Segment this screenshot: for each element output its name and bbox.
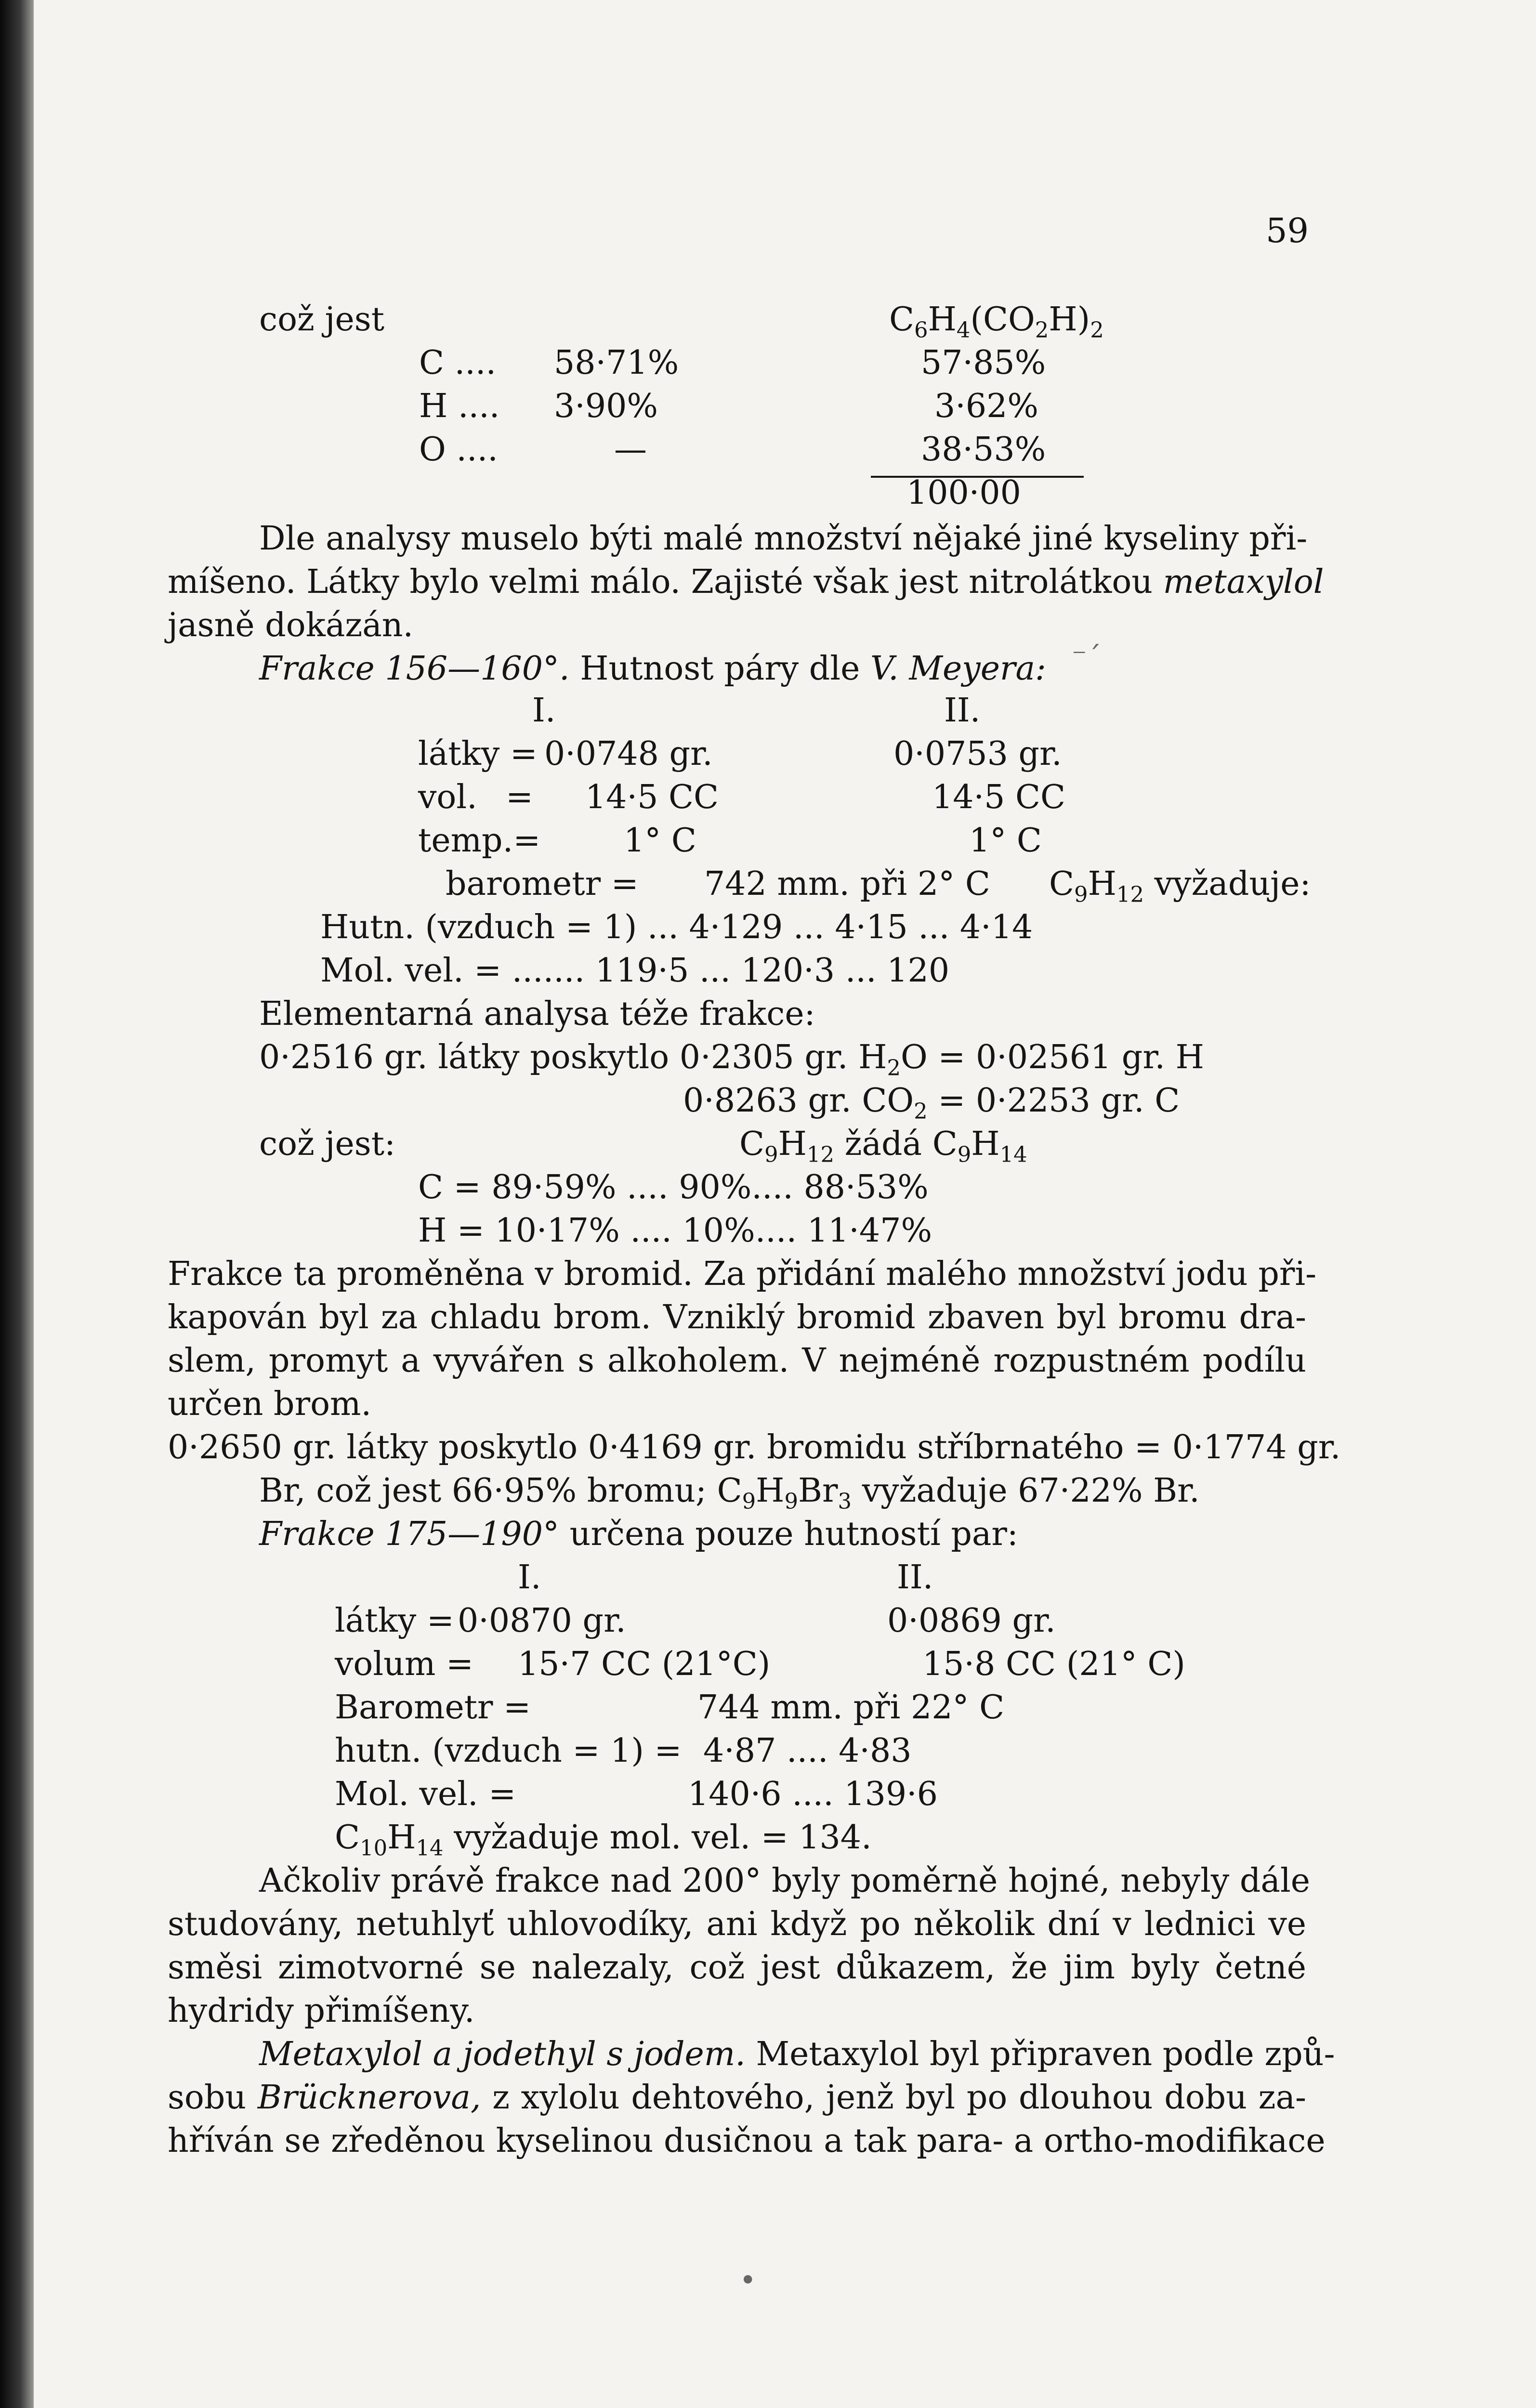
ea-line-2: 0·8263 gr. $CO_2 = 0\cdot 2253$ gr. C [683, 1082, 1180, 1124]
s2-volum-v2: 15·8 CC (21° C) [922, 1645, 1185, 1683]
t1-row-h-element: H .... [419, 387, 500, 425]
p3-line-2: studovány, netuhlyť uhlovodíky, ani když po několik dní v lednici ve [168, 1905, 1306, 1943]
p4-line-1: Metaxylol a jodethyl s jodem. Metaxylol byl připraven podle způ- [259, 2035, 1335, 2073]
p2-line-5: 0·2650 gr. látky poskytlo 0·4169 gr. bromidu stříbrnatého = 0·1774 gr. [168, 1428, 1341, 1466]
p2-line-6: Br, což jest 66·95% bromu; $C_9H_9Br_3$ vyžaduje 67·22% Br. [259, 1472, 1200, 1514]
t1-row-h-found: 3·90% [554, 387, 658, 425]
p1-line-1: Dle analysy muselo býti malé množství nějaké jiné kyseliny při- [259, 520, 1308, 558]
ea-c-row: C = 89·59% .... 90%.... 88·53% [418, 1168, 929, 1206]
s1-vol-label: vol. [418, 778, 477, 816]
s1-barometr-value: 742 mm. při 2° C [704, 865, 990, 903]
s1-hutn-row: Hutn. (vzduch = 1) ... 4·129 ... 4·15 ... 4·14 [320, 908, 1033, 946]
p3-line-3: směsi zimotvorné se nalezaly, což jest důkazem, že jim byly četné [168, 1949, 1306, 1987]
s1-vol-v2: 14·5 CC [932, 778, 1066, 816]
s1-heading: Frakce 156—160°. Hutnost páry dle V. Meyera: [259, 650, 1046, 688]
stray-dot: • [739, 2264, 757, 2297]
s1-col-2-header: II. [944, 692, 981, 730]
t1-row-o-calc: 38·53% [921, 431, 1046, 469]
s2-col-2-header: II. [897, 1558, 933, 1597]
s2-barometr-label: Barometr = [335, 1688, 531, 1727]
p4-line-2: sobu Brücknerova, z xylolu dehtového, jenž byl po dlouhou dobu za- [168, 2079, 1307, 2117]
s2-mol-values: 140·6 .... 139·6 [688, 1775, 938, 1813]
s1-mol-row: Mol. vel. = ....... 119·5 ... 120·3 ... 120 [320, 952, 950, 990]
p4-line-3: hříván se zředěnou kyselinou dusičnou a tak para- a ortho-modifikace [168, 2122, 1326, 2160]
ea-h-row: H = 10·17% .... 10%.... 11·47% [418, 1212, 932, 1250]
t1-row-c-calc: 57·85% [921, 344, 1046, 382]
t1-total: 100·00 [906, 474, 1021, 512]
t1-label: což jest [259, 301, 385, 339]
t1-row-o-found: — [614, 431, 647, 469]
s2-mol-label: Mol. vel. = [335, 1775, 516, 1813]
page-number: 59 [1266, 211, 1309, 250]
s2-col-1-header: I. [518, 1558, 541, 1597]
p2-line-2: kapován byl za chladu brom. Vzniklý bromid zbaven byl bromu dra- [168, 1298, 1306, 1336]
s2-hutn-label: hutn. (vzduch = 1) = [335, 1732, 682, 1770]
s1-temp-v1: 1° C [624, 822, 696, 860]
s2-heading: Frakce 175—190° určena pouze hutností par: [259, 1515, 1018, 1553]
t1-row-o-element: O .... [419, 431, 498, 469]
s2-volum-v1: 15·7 CC (21°C) [518, 1645, 771, 1683]
p3-line-1: Ačkoliv právě frakce nad 200° byly poměrně hojné, nebyly dále [259, 1862, 1310, 1900]
ea-title: Elementarná analysa téže frakce: [259, 995, 815, 1033]
s1-requires: $C_9H_{12}$ vyžaduje: [1049, 865, 1311, 907]
t1-formula: $C_6H_4(CO_2H)_2$ [889, 301, 1104, 343]
s2-latky-v2: 0·0869 gr. [887, 1602, 1056, 1640]
s1-temp-label: temp.= [418, 822, 541, 860]
s1-col-1-header: I. [532, 692, 556, 730]
p1-line-3: jasně dokázán. [168, 606, 414, 644]
ea-formulas: $C_9H_{12}$ žádá $C_9H_{14}$ [739, 1125, 1027, 1167]
s1-latky-v1: 0·0748 gr. [544, 735, 713, 773]
s2-barometr-value: 744 mm. při 22° C [697, 1688, 1005, 1727]
s1-latky-label: látky = [418, 735, 538, 773]
s1-latky-v2: 0·0753 gr. [893, 735, 1062, 773]
s1-temp-v2: 1° C [969, 822, 1042, 860]
s2-volum-label: volum = [335, 1645, 473, 1683]
t1-row-c-found: 58·71% [554, 344, 679, 382]
p2-line-1: Frakce ta proměněna v bromid. Za přidání malého množství jodu při- [168, 1255, 1317, 1293]
ea-label: což jest: [259, 1125, 395, 1163]
s1-vol-eq: = [506, 778, 533, 816]
s2-latky-label: látky = [335, 1602, 454, 1640]
p2-line-4: určen brom. [168, 1385, 372, 1423]
s2-hutn-values: 4·87 .... 4·83 [703, 1732, 912, 1770]
s1-vol-v1: 14·5 CC [585, 778, 719, 816]
s1-barometr-label: barometr = [446, 865, 639, 903]
t1-row-h-calc: 3·62% [934, 387, 1039, 425]
p1-line-2: míšeno. Látky bylo velmi málo. Zajisté však jest nitrolátkou metaxylol [168, 563, 1324, 601]
p3-line-4: hydridy přimíšeny. [168, 1992, 475, 2030]
s2-requires: $C_{10}H_{14}$ vyžaduje mol. vel. = 134. [335, 1819, 872, 1861]
t1-row-c-element: C .... [419, 344, 497, 382]
stray-mark: ⁻ˊ [1072, 641, 1102, 674]
p2-line-3: slem, promyt a vyvářen s alkoholem. V nejméně rozpustném podílu [168, 1342, 1306, 1380]
ea-line-1: 0·2516 gr. látky poskytlo 0·2305 gr. $H_2O = 0\cdot 02561$ gr. H [259, 1038, 1204, 1081]
s2-latky-v1: 0·0870 gr. [458, 1602, 626, 1640]
